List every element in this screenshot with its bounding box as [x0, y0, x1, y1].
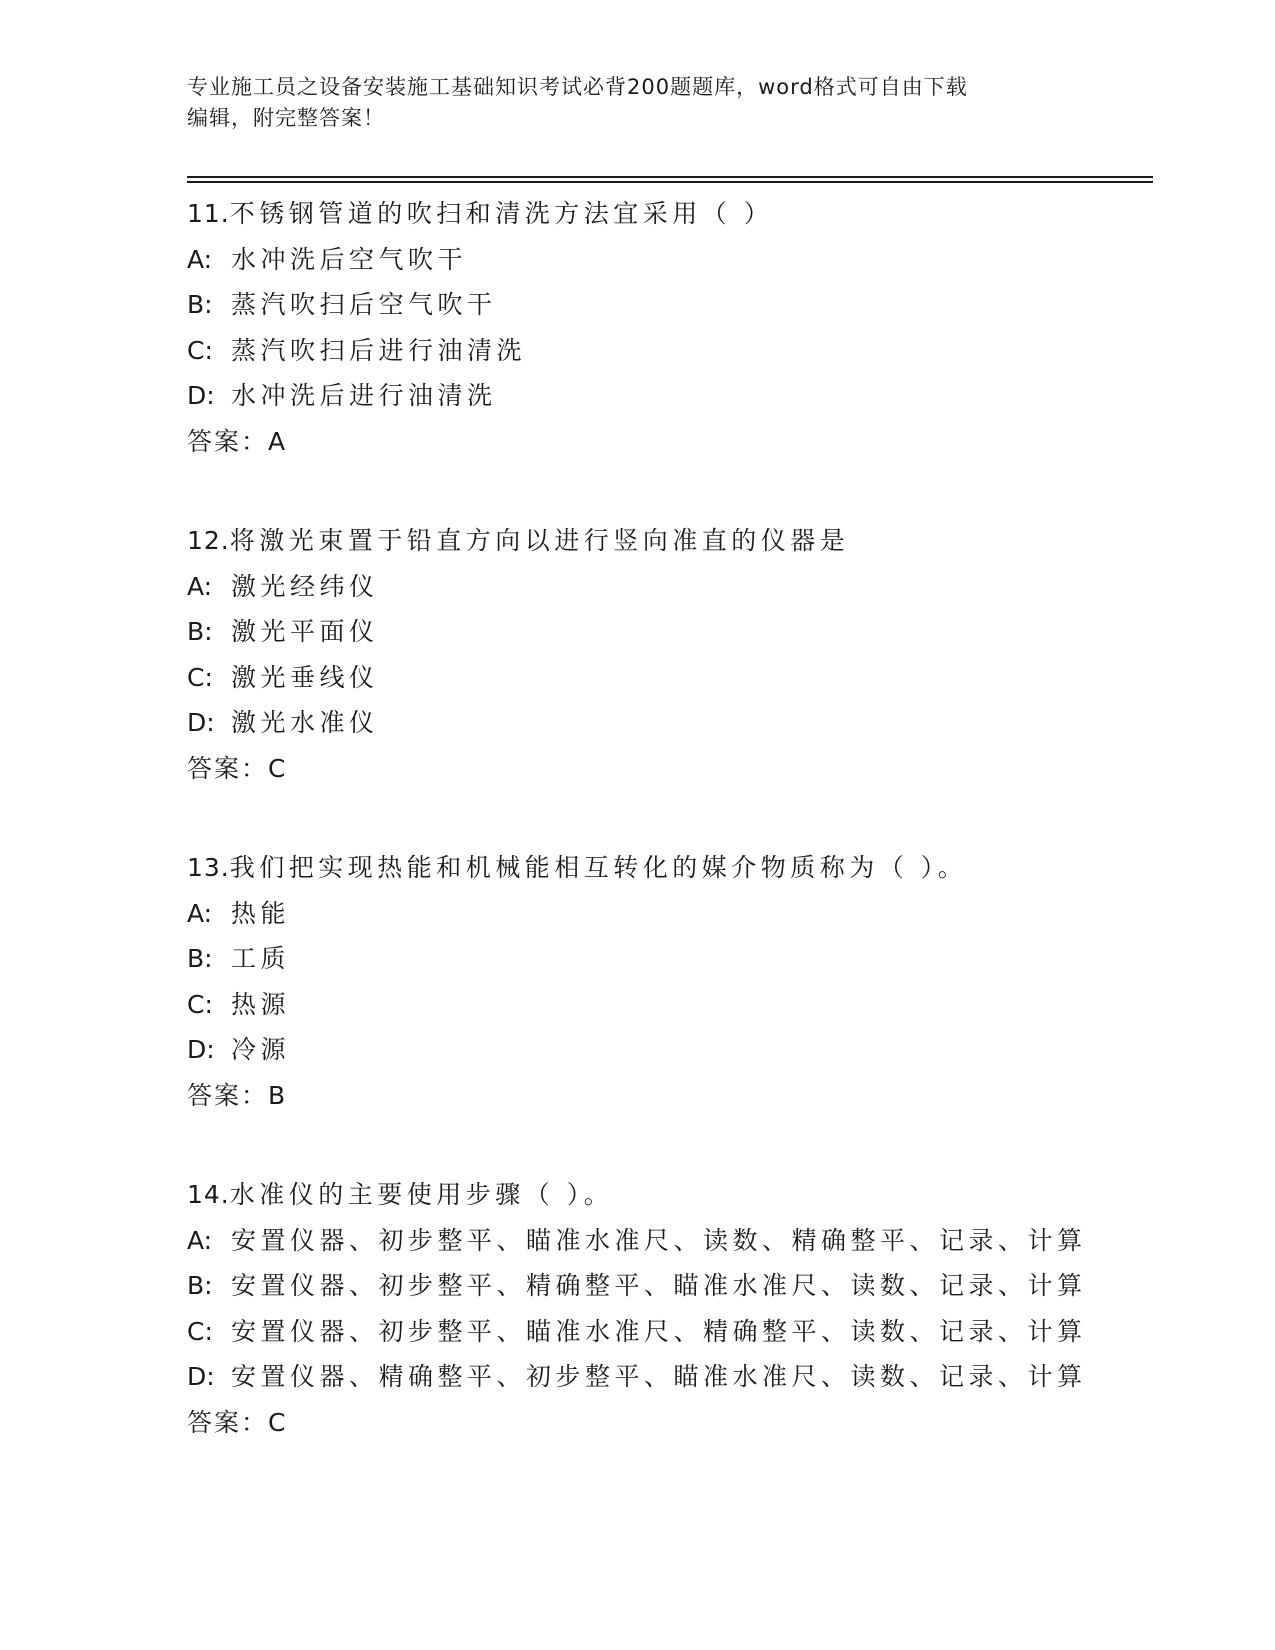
- option-text: 冷源: [231, 1035, 291, 1064]
- option-letter: C:: [187, 662, 213, 692]
- option-d: [187, 373, 1087, 419]
- option-letter: D:: [187, 708, 215, 737]
- question-text: 不锈钢管道的吹扫和清洗方法宜采用（ ）: [229, 199, 774, 228]
- header-line-2: 编辑，附完整答案！: [187, 106, 385, 130]
- question-number: 11.: [187, 199, 230, 228]
- option-letter: A:: [187, 571, 213, 601]
- option-letter: B:: [187, 1271, 213, 1300]
- question-number: 12.: [187, 526, 230, 555]
- option-text: 水冲洗后进行油清洗: [231, 381, 497, 410]
- option-letter: C:: [187, 989, 213, 1019]
- option-b: [187, 936, 1087, 982]
- question-14: [187, 1172, 1087, 1445]
- option-text: 安置仪器、初步整平、精确整平、瞄准水准尺、读数、记录、计算: [231, 1271, 1087, 1300]
- option-text: 安置仪器、初步整平、瞄准水准尺、精确整平、读数、记录、计算: [231, 1316, 1087, 1346]
- option-b: [187, 282, 1087, 328]
- option-letter: D:: [187, 381, 215, 410]
- answer-value: C: [268, 753, 287, 783]
- answer-label: 答案：: [187, 1407, 269, 1437]
- option-a: [187, 564, 1087, 610]
- answer-label: 答案：: [187, 1080, 269, 1110]
- option-b: [187, 609, 1087, 655]
- answer-value: B: [268, 1080, 287, 1110]
- option-text: 工质: [231, 944, 291, 973]
- option-letter: B:: [187, 290, 213, 319]
- question-text: 水准仪的主要使用步骤（ ）。: [229, 1180, 614, 1209]
- answer-line: [187, 1400, 1087, 1446]
- option-letter: B:: [187, 617, 213, 646]
- option-text: 水冲洗后空气吹干: [231, 244, 468, 274]
- option-d: [187, 700, 1087, 746]
- question-text: 将激光束置于铅直方向以进行竖向准直的仪器是: [229, 526, 850, 555]
- header-divider-bottom: [187, 181, 1153, 183]
- option-a: [187, 891, 1087, 937]
- option-b: [187, 1263, 1087, 1309]
- header-divider-top: [187, 176, 1153, 178]
- option-a: [187, 237, 1087, 283]
- header-line-1: 专业施工员之设备安装施工基础知识考试必背200题题库，word格式可自由下载: [187, 75, 968, 99]
- question-stem: [187, 191, 1087, 237]
- question-stem: [187, 845, 1087, 891]
- option-letter: B:: [187, 944, 213, 973]
- option-letter: A:: [187, 244, 213, 274]
- option-d: [187, 1027, 1087, 1073]
- option-text: 安置仪器、精确整平、初步整平、瞄准水准尺、读数、记录、计算: [231, 1362, 1087, 1391]
- option-letter: D:: [187, 1035, 215, 1064]
- question-stem: [187, 518, 1087, 564]
- answer-line: [187, 746, 1087, 792]
- option-c: [187, 982, 1087, 1028]
- question-number: 13.: [187, 853, 230, 882]
- answer-label: 答案：: [187, 426, 269, 456]
- option-letter: C:: [187, 1316, 213, 1346]
- option-text: 热能: [231, 898, 291, 928]
- option-text: 激光水准仪: [231, 708, 379, 737]
- question-text: 我们把实现热能和机械能相互转化的媒介物质称为（ ）。: [229, 853, 968, 882]
- question-stem: [187, 1172, 1087, 1218]
- option-text: 蒸汽吹扫后进行油清洗: [231, 335, 527, 365]
- option-text: 热源: [231, 989, 291, 1019]
- answer-line: [187, 1073, 1087, 1119]
- answer-value: C: [268, 1407, 287, 1437]
- question-list: [187, 191, 1087, 1499]
- option-letter: C:: [187, 335, 213, 365]
- option-c: [187, 1309, 1087, 1355]
- option-a: [187, 1218, 1087, 1264]
- option-d: [187, 1354, 1087, 1400]
- document-header: [187, 72, 1067, 134]
- option-letter: D:: [187, 1362, 215, 1391]
- answer-value: A: [268, 426, 287, 456]
- question-13: [187, 845, 1087, 1118]
- question-12: [187, 518, 1087, 791]
- option-text: 安置仪器、初步整平、瞄准水准尺、读数、精确整平、记录、计算: [231, 1225, 1087, 1255]
- answer-label: 答案：: [187, 753, 269, 783]
- answer-line: [187, 419, 1087, 465]
- option-letter: A:: [187, 1225, 213, 1255]
- option-text: 激光经纬仪: [231, 571, 379, 601]
- option-text: 激光平面仪: [231, 617, 379, 646]
- question-11: [187, 191, 1087, 464]
- option-text: 激光垂线仪: [231, 662, 379, 692]
- option-c: [187, 328, 1087, 374]
- option-letter: A:: [187, 898, 213, 928]
- option-text: 蒸汽吹扫后空气吹干: [231, 290, 497, 319]
- option-c: [187, 655, 1087, 701]
- question-number: 14.: [187, 1180, 230, 1209]
